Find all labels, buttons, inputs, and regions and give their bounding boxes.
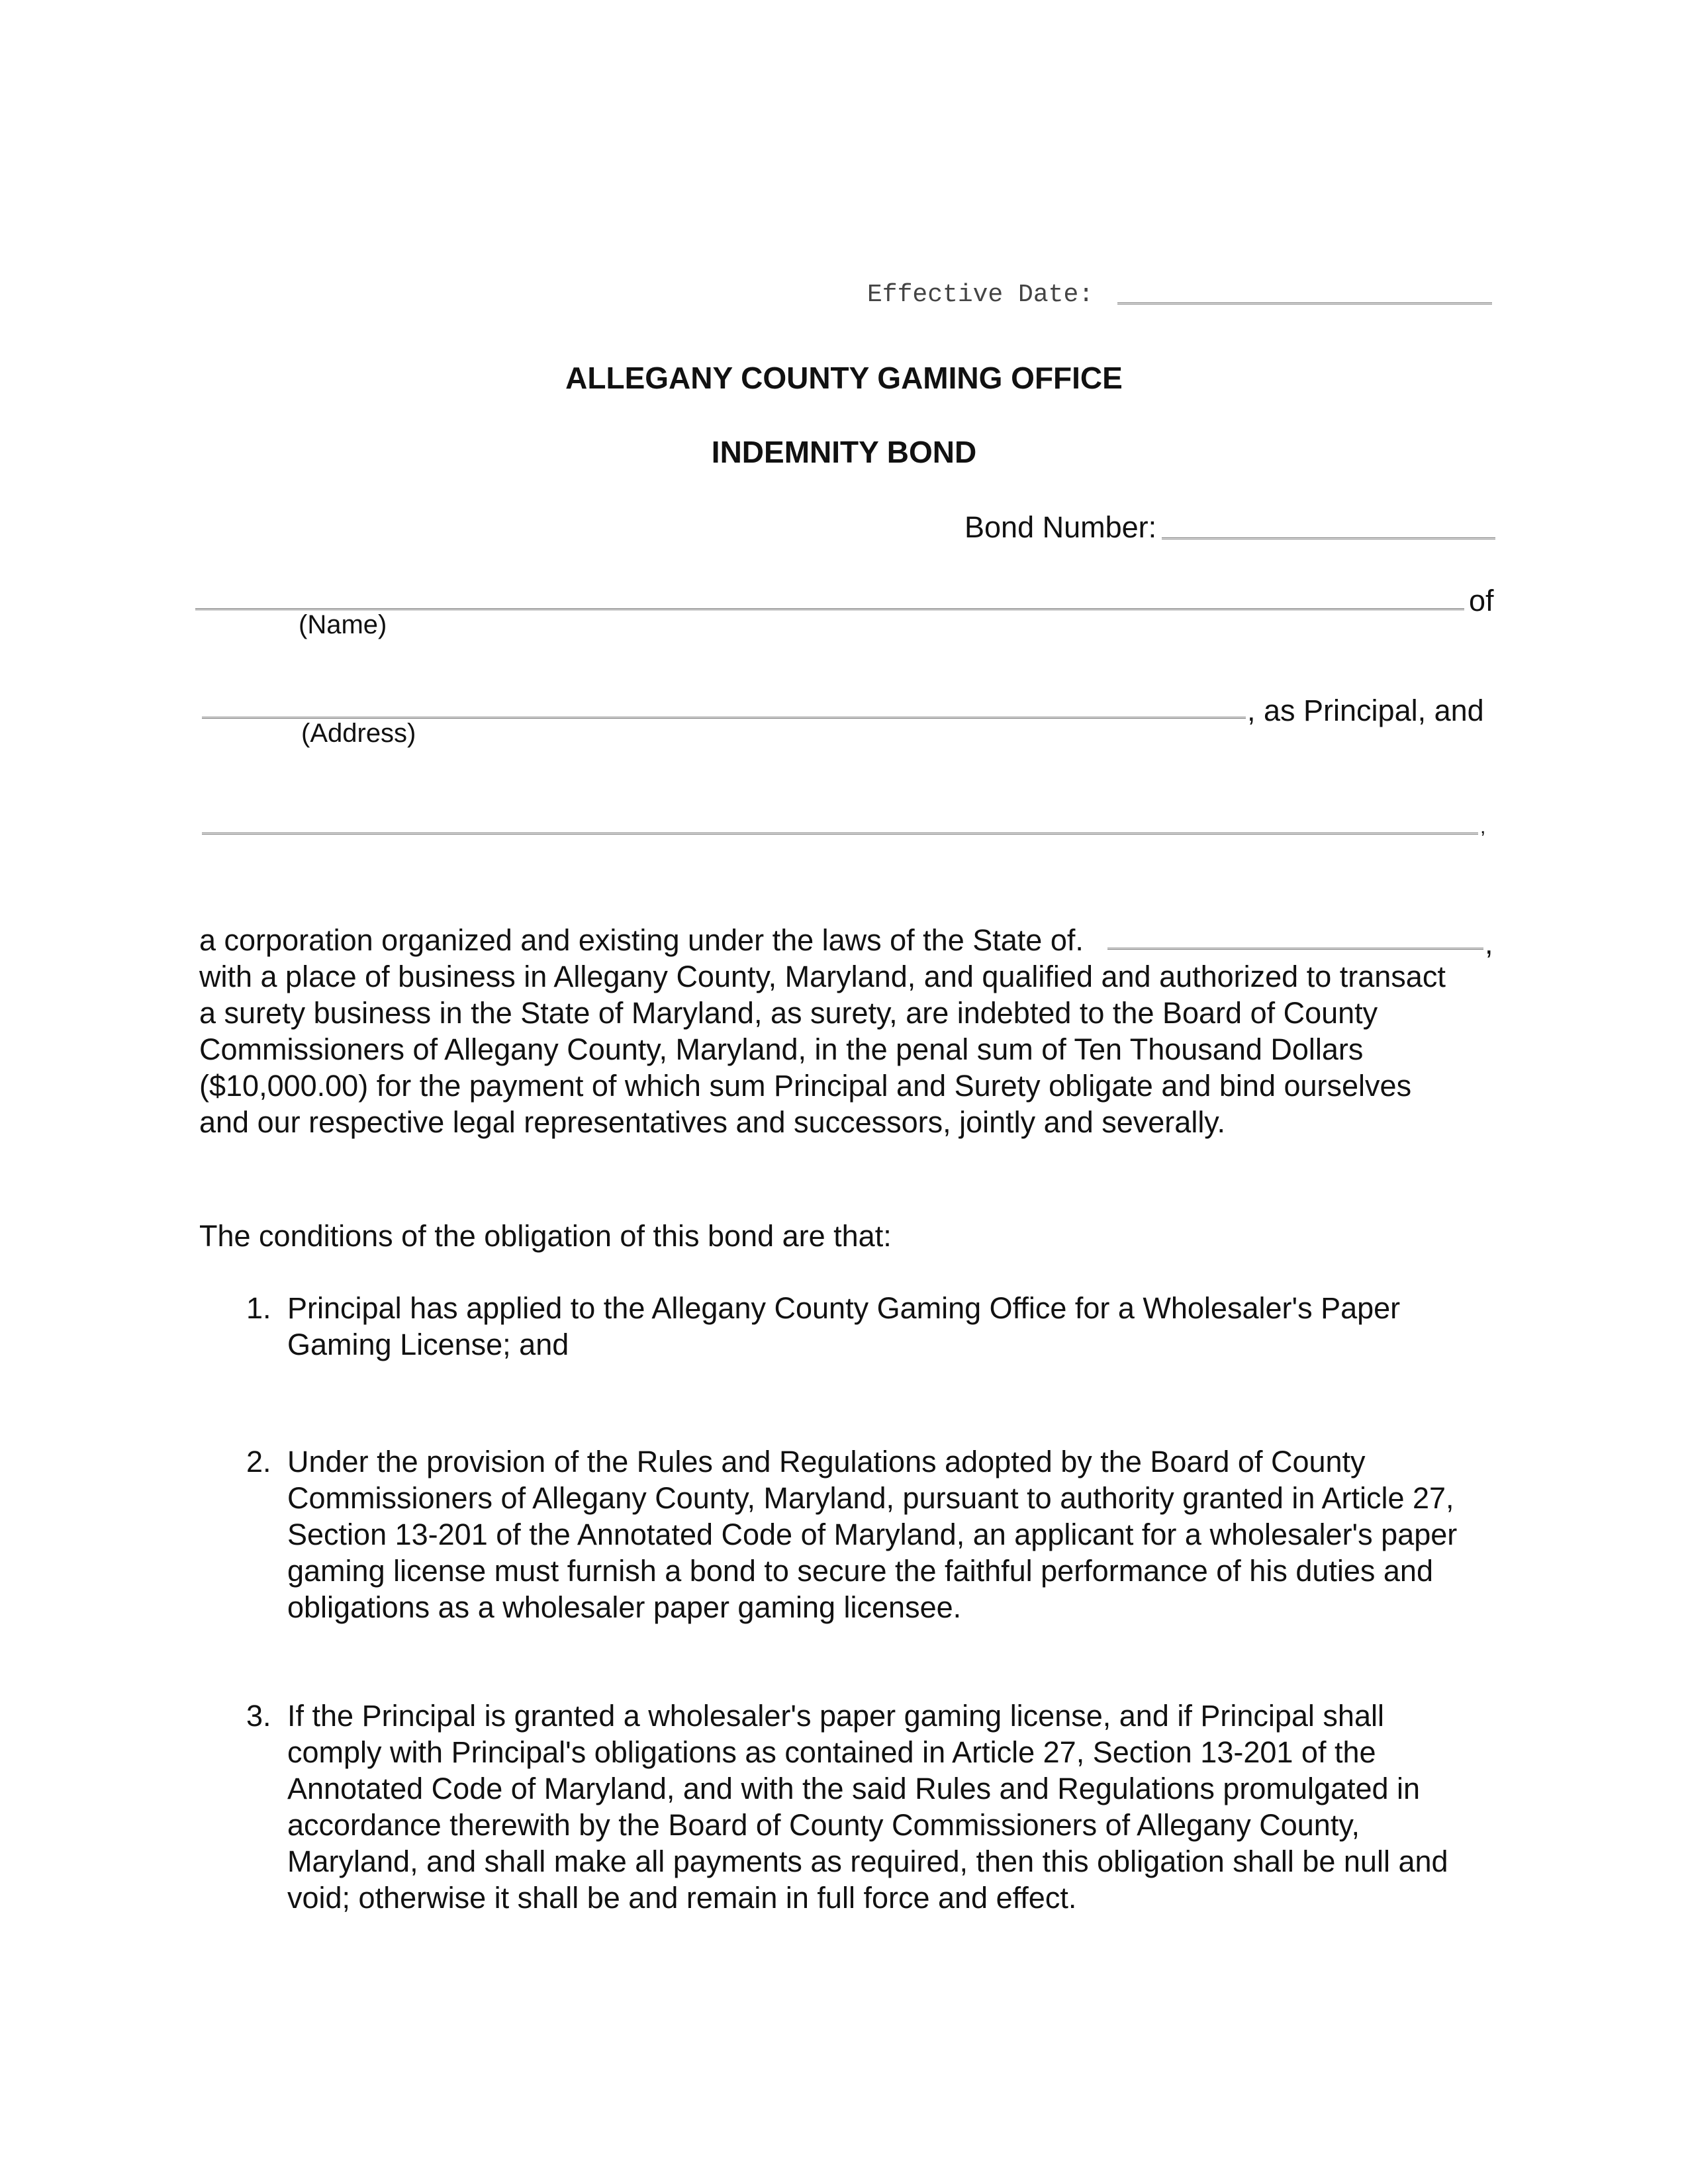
condition-line: Gaming License; and [287, 1328, 569, 1361]
condition-line: Commissioners of Allegany County, Maryland, pursuant to authority granted in Article 27, [287, 1481, 1454, 1515]
bond-paragraph [199, 922, 1446, 1140]
state-suffix: , [1485, 927, 1493, 960]
condition-line: void; otherwise it shall be and remain in full force and effect. [287, 1881, 1077, 1915]
bond-number-label: Bond Number: [964, 510, 1157, 544]
effective-date-label: Effective Date: [867, 281, 1094, 309]
condition-item-1 [287, 1290, 1400, 1363]
condition-line: obligations as a wholesaler paper gaming licensee. [287, 1590, 962, 1624]
condition-item-2 [287, 1443, 1457, 1625]
paragraph-line: with a place of business in Allegany County, Maryland, and qualified and authorized to transact [199, 960, 1446, 993]
paragraph-line: Commissioners of Allegany County, Maryland, in the penal sum of Ten Thousand Dollars [199, 1032, 1364, 1066]
address-suffix: , as Principal, and [1247, 694, 1484, 727]
paragraph-line: and our respective legal representatives and successors, jointly and severally. [199, 1105, 1225, 1139]
condition-item-3 [287, 1698, 1448, 1916]
condition-number: 2. [246, 1445, 271, 1479]
paragraph-line: ($10,000.00) for the payment of which sum Principal and Surety obligate and bind ourselves [199, 1069, 1412, 1103]
condition-line: comply with Principal's obligations as contained in Article 27, Section 13-201 of the [287, 1735, 1376, 1769]
address-caption: (Address) [301, 719, 416, 748]
bond-number-field[interactable] [1162, 537, 1495, 539]
conditions-intro: The conditions of the obligation of this bond are that: [199, 1219, 892, 1253]
condition-line: Principal has applied to the Allegany County Gaming Office for a Wholesaler's Paper [287, 1291, 1401, 1325]
paragraph-line: a corporation organized and existing under the laws of the State of. [199, 923, 1084, 957]
condition-line: If the Principal is granted a wholesaler's paper gaming license, and if Principal shall [287, 1699, 1384, 1733]
condition-line: Section 13-201 of the Annotated Code of Maryland, an applicant for a wholesaler's paper [287, 1518, 1458, 1551]
state-field[interactable] [1107, 948, 1483, 950]
surety-suffix: , [1480, 816, 1486, 838]
condition-line: accordance therewith by the Board of County Commissioners of Allegany County, [287, 1808, 1360, 1842]
surety-name-field[interactable] [202, 833, 1478, 835]
paragraph-line: a surety business in the State of Maryland, as surety, are indebted to the Board of County [199, 996, 1378, 1030]
condition-line: Annotated Code of Maryland, and with the said Rules and Regulations promulgated in [287, 1772, 1421, 1805]
page-title: ALLEGANY COUNTY GAMING OFFICE [565, 361, 1123, 395]
condition-line: Under the provision of the Rules and Regulations adopted by the Board of County [287, 1445, 1366, 1479]
condition-number: 3. [246, 1699, 271, 1733]
condition-number: 1. [246, 1291, 271, 1325]
page-subtitle: INDEMNITY BOND [711, 435, 977, 469]
name-caption: (Name) [299, 610, 387, 639]
effective-date-field[interactable] [1117, 302, 1492, 304]
condition-line: Maryland, and shall make all payments as required, then this obligation shall be null and [287, 1844, 1448, 1878]
condition-line: gaming license must furnish a bond to secure the faithful performance of his duties and [287, 1554, 1433, 1588]
name-suffix: of [1469, 584, 1494, 617]
